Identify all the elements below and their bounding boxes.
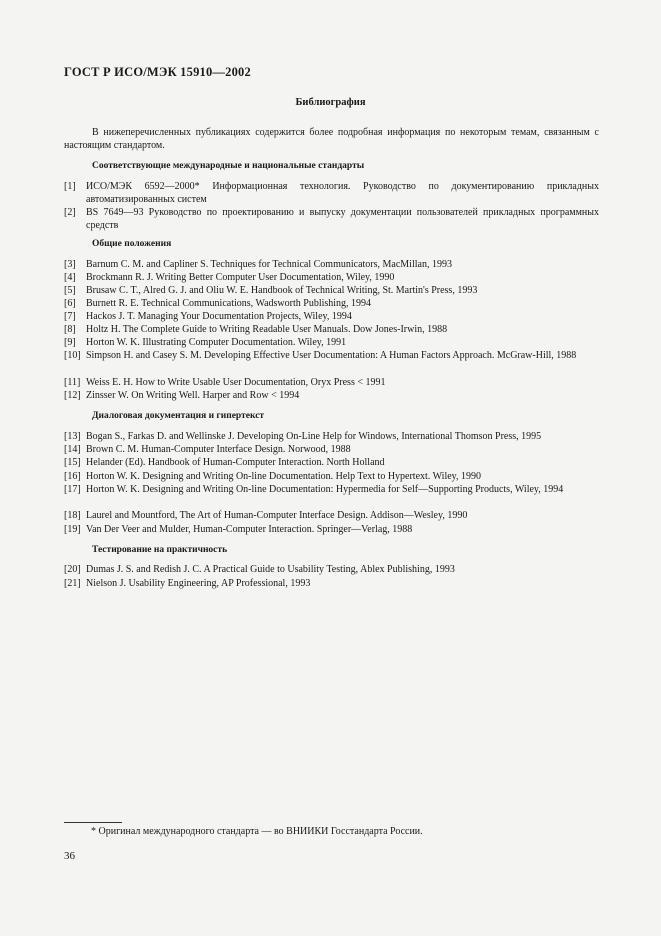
reference-text: Brown C. M. Human-Computer Interface Design. Norwood, 1988: [86, 444, 351, 455]
document-header: ГОСТ Р ИСО/МЭК 15910—2002: [64, 65, 251, 79]
reference-text: Bogan S., Farkas D. and Wellinske J. Developing On-Line Help for Windows, International Thomson Press, 1995: [86, 431, 542, 442]
reference-item: [64, 443, 599, 456]
reference-item: [64, 323, 599, 336]
reference-text: Burnett R. E. Technical Communications, Wadsworth Publishing, 1994: [86, 298, 372, 309]
reference-item: [64, 577, 599, 590]
reference-number: [18]: [64, 510, 81, 521]
reference-number: [20]: [64, 564, 81, 575]
reference-text: Hackos J. T. Managing Your Documentation Projects, Wiley, 1994: [86, 311, 352, 322]
reference-text: Zinsser W. On Writing Well. Harper and Row < 1994: [86, 390, 300, 401]
intro-paragraph: В нижеперечисленных публикациях содержится более подробная информация по некоторым темам, связанным с настоящим стандартом.: [64, 127, 599, 151]
reference-item: [64, 470, 599, 483]
reference-item: [64, 349, 599, 362]
reference-text: ИСО/МЭК 6592—2000* Информационная технология. Руководство по документированию прикладных автоматизированных систем: [86, 181, 599, 205]
page-title: Библиография: [295, 97, 366, 108]
reference-item: [64, 376, 599, 389]
reference-text: Weiss E. H. How to Write Usable User Documentation, Oryx Press < 1991: [86, 377, 386, 388]
reference-number: [11]: [64, 377, 81, 388]
reference-text: Brusaw C. T., Alred G. J. and Oliu W. E. Handbook of Technical Writing, St. Martin's Press, 1993: [86, 285, 478, 296]
reference-item: [64, 310, 599, 323]
reference-item: [64, 563, 599, 576]
reference-text: Dumas J. S. and Redish J. C. A Practical Guide to Usability Testing, Ablex Publishing, 1993: [86, 564, 455, 575]
reference-number: [2]: [64, 207, 76, 218]
reference-number: [10]: [64, 350, 81, 361]
reference-item: [64, 523, 599, 536]
reference-item: [64, 258, 599, 271]
reference-item: [64, 271, 599, 284]
reference-item: [64, 336, 599, 349]
reference-number: [3]: [64, 259, 76, 270]
reference-item: [64, 389, 599, 402]
reference-item: [64, 483, 599, 496]
reference-number: [8]: [64, 324, 76, 335]
reference-number: [6]: [64, 298, 76, 309]
footnote: * Оригинал международного стандарта — во ВНИИКИ Госстандарта России.: [91, 826, 423, 837]
reference-item: [64, 456, 599, 469]
section-heading: Тестирование на практичность: [92, 545, 228, 555]
reference-text: Nielson J. Usability Engineering, AP Professional, 1993: [86, 578, 311, 589]
reference-item: [64, 509, 599, 522]
reference-text: Horton W. K. Illustrating Computer Documentation. Wiley, 1991: [86, 337, 347, 348]
reference-text: Van Der Veer and Mulder, Human-Computer Interaction. Springer—Verlag, 1988: [86, 524, 413, 535]
reference-number: [14]: [64, 444, 81, 455]
reference-text: Laurel and Mountford, The Art of Human-Computer Interface Design. Addison—Wesley, 1990: [86, 510, 468, 521]
reference-number: [1]: [64, 181, 76, 192]
footnote-divider: [64, 822, 122, 823]
reference-number: [12]: [64, 390, 81, 401]
reference-text: Horton W. K. Designing and Writing On-line Documentation. Help Text to Hypertext. Wiley, 1990: [86, 471, 482, 482]
reference-text: Holtz H. The Complete Guide to Writing Readable User Manuals. Dow Jones-Irwin, 1988: [86, 324, 448, 335]
reference-text: Horton W. K. Designing and Writing On-line Documentation: Hypermedia for Self—Supporting Products, Wiley, 1994: [86, 484, 564, 495]
reference-item: [64, 284, 599, 297]
reference-number: [9]: [64, 337, 76, 348]
reference-item: [64, 430, 599, 443]
reference-number: [19]: [64, 524, 81, 535]
reference-number: [17]: [64, 484, 81, 495]
reference-item: [64, 206, 599, 232]
section-heading: Общие положения: [92, 239, 172, 249]
section-heading: Соответствующие международные и национальные стандарты: [92, 161, 365, 171]
reference-number: [5]: [64, 285, 76, 296]
reference-number: [13]: [64, 431, 81, 442]
reference-item: [64, 297, 599, 310]
reference-number: [21]: [64, 578, 81, 589]
reference-text: Helander (Ed). Handbook of Human-Computer Interaction. North Holland: [86, 457, 385, 468]
reference-number: [15]: [64, 457, 81, 468]
reference-number: [7]: [64, 311, 76, 322]
reference-text: Brockmann R. J. Writing Better Computer User Documentation, Wiley, 1990: [86, 272, 395, 283]
reference-text: BS 7649—93 Руководство по проектированию и выпуску документации пользователей прикладных программных средств: [86, 207, 599, 231]
reference-item: [64, 180, 599, 206]
reference-text: Barnum C. M. and Capliner S. Techniques for Technical Communicators, MacMillan, 1993: [86, 259, 452, 270]
reference-text: Simpson H. and Casey S. M. Developing Effective User Documentation: A Human Factors Approach. McGraw-Hill, 1988: [86, 350, 577, 361]
reference-number: [4]: [64, 272, 76, 283]
page-number: 36: [64, 850, 75, 862]
section-heading: Диалоговая документация и гипертекст: [92, 411, 265, 421]
reference-number: [16]: [64, 471, 81, 482]
